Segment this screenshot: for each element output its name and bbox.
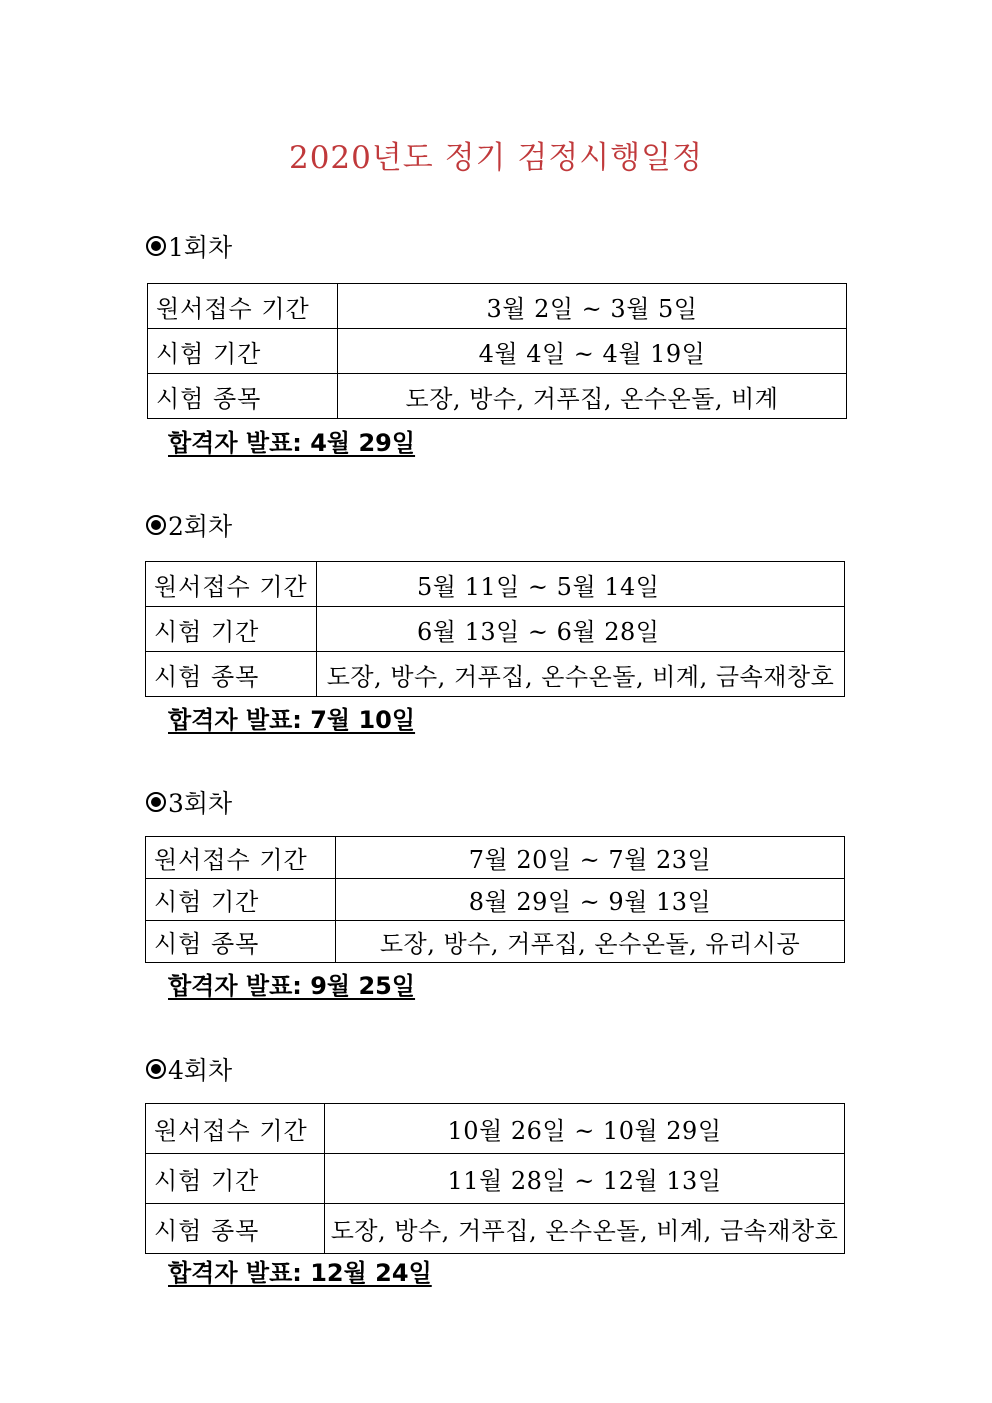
row-label: 시험 기간	[146, 607, 317, 652]
round-2-table	[145, 561, 845, 697]
row-value: 도장, 방수, 거푸집, 온수온돌, 비계, 금속재창호	[317, 652, 845, 697]
round-1-heading-text: 1회차	[168, 233, 233, 262]
row-label: 시험 기간	[146, 879, 336, 921]
round-4-announcement: 합격자 발표: 12월 24일	[168, 1259, 432, 1287]
table-row	[146, 837, 845, 879]
row-value: 7월 20일 ~ 7월 23일	[336, 837, 845, 879]
row-value: 10월 26일 ~ 10월 29일	[325, 1104, 845, 1154]
table-row	[146, 1104, 845, 1154]
radio-bullet-icon	[146, 236, 166, 256]
round-2-announcement: 합격자 발표: 7월 10일	[168, 706, 416, 734]
row-label: 원서접수 기간	[146, 837, 336, 879]
row-label: 시험 기간	[146, 1154, 325, 1204]
round-1-section	[146, 230, 232, 262]
round-2-heading-text: 2회차	[168, 512, 233, 541]
table-row	[146, 1154, 845, 1204]
table-row	[146, 921, 845, 963]
table-row	[146, 562, 845, 607]
table-row	[146, 607, 845, 652]
round-3-table	[145, 836, 845, 963]
round-1-announcement: 합격자 발표: 4월 29일	[168, 429, 416, 457]
page-title: 2020년도 정기 검정시행일정	[288, 140, 704, 176]
round-4-heading-text: 4회차	[168, 1056, 233, 1085]
row-label: 시험 종목	[146, 652, 317, 697]
round-2-heading	[146, 509, 232, 541]
round-2-section	[146, 509, 232, 541]
table-row	[148, 374, 847, 419]
radio-bullet-icon	[146, 792, 166, 812]
row-label: 원서접수 기간	[148, 284, 338, 329]
round-4-table	[145, 1103, 845, 1254]
row-label: 시험 종목	[146, 921, 336, 963]
row-label: 시험 종목	[146, 1204, 325, 1254]
row-value: 도장, 방수, 거푸집, 온수온돌, 비계	[338, 374, 847, 419]
row-label: 시험 종목	[148, 374, 338, 419]
row-value: 도장, 방수, 거푸집, 온수온돌, 비계, 금속재창호	[325, 1204, 845, 1254]
row-value: 3월 2일 ~ 3월 5일	[338, 284, 847, 329]
row-value: 6월 13일 ~ 6월 28일	[317, 607, 845, 652]
round-3-heading	[146, 786, 232, 818]
row-label: 시험 기간	[148, 329, 338, 374]
row-value: 5월 11일 ~ 5월 14일	[317, 562, 845, 607]
round-1-table	[147, 283, 847, 419]
table-row	[146, 1204, 845, 1254]
row-value: 11월 28일 ~ 12월 13일	[325, 1154, 845, 1204]
round-3-heading-text: 3회차	[168, 789, 233, 818]
radio-bullet-icon	[146, 515, 166, 535]
round-4-section	[146, 1053, 232, 1085]
table-row	[146, 879, 845, 921]
round-3-section	[146, 786, 232, 818]
table-row	[148, 284, 847, 329]
round-3-announcement: 합격자 발표: 9월 25일	[168, 972, 416, 1000]
row-value: 8월 29일 ~ 9월 13일	[336, 879, 845, 921]
radio-bullet-icon	[146, 1059, 166, 1079]
row-value: 도장, 방수, 거푸집, 온수온돌, 유리시공	[336, 921, 845, 963]
row-value: 4월 4일 ~ 4월 19일	[338, 329, 847, 374]
row-label: 원서접수 기간	[146, 1104, 325, 1154]
round-1-heading	[146, 230, 232, 262]
table-row	[146, 652, 845, 697]
round-4-heading	[146, 1053, 232, 1085]
row-label: 원서접수 기간	[146, 562, 317, 607]
table-row	[148, 329, 847, 374]
